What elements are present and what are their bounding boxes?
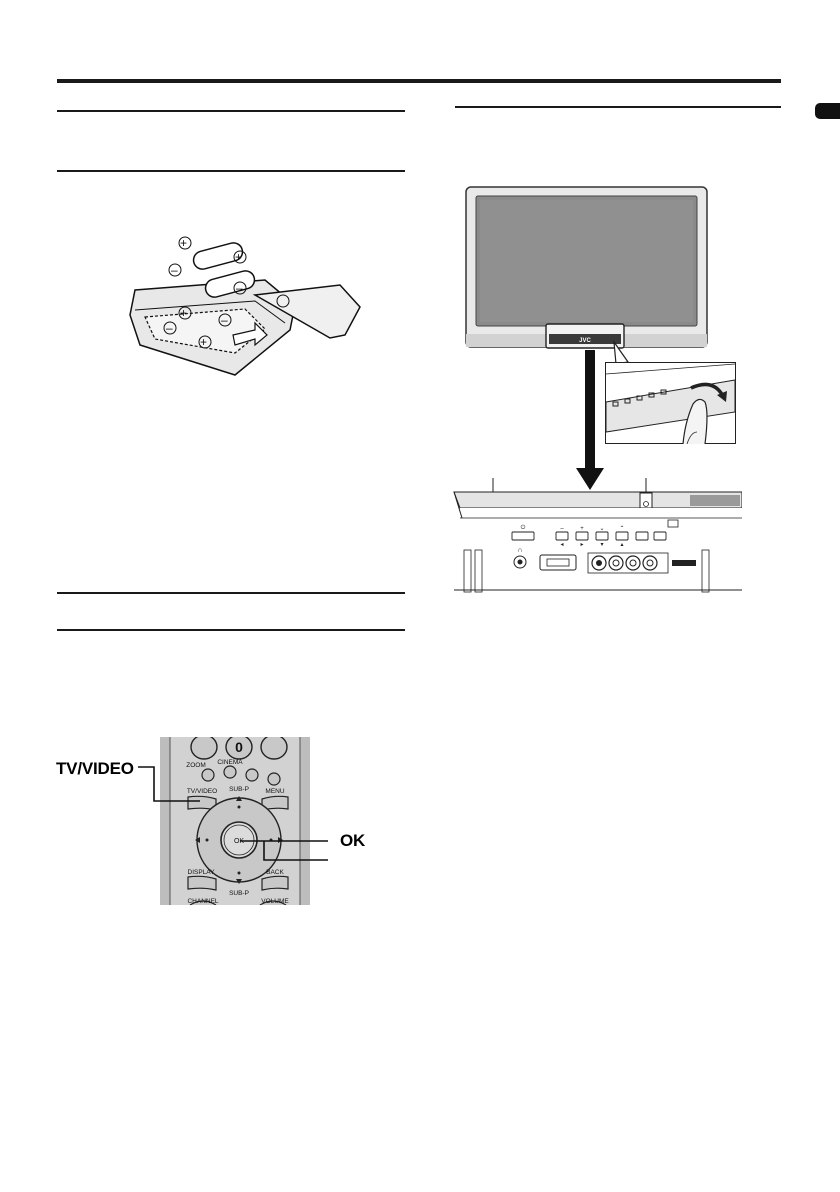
svg-text:–: – xyxy=(166,321,173,335)
svg-text:–: – xyxy=(236,281,243,295)
svg-text:+: + xyxy=(580,526,584,532)
svg-text:–: – xyxy=(221,313,228,327)
svg-text:▾: ▾ xyxy=(600,542,604,548)
remote-back-label: BACK xyxy=(266,869,284,876)
svg-text:–: – xyxy=(171,263,178,277)
svg-text:∩: ∩ xyxy=(517,547,523,554)
tv-video-callout: TV/VIDEO xyxy=(56,759,134,778)
svg-text:+: + xyxy=(200,335,208,349)
page-top-rule xyxy=(57,79,781,83)
remote-menu-label: MENU xyxy=(265,788,285,795)
section-rule-remote-bottom xyxy=(57,629,405,631)
remote-channel-label: CHANNEL xyxy=(187,898,219,905)
panel-open-detail xyxy=(605,362,736,444)
section-rule-remote-top xyxy=(57,592,405,594)
remote-sub-p-bottom-label: SUB-P xyxy=(229,890,249,897)
remote-display-label: DISPLAY xyxy=(187,869,215,876)
remote-callout-leaders xyxy=(130,760,335,880)
section-rule-battery-top xyxy=(57,110,405,112)
svg-text:⏻: ⏻ xyxy=(520,525,526,531)
section-rule-battery-bottom xyxy=(57,170,405,172)
remote-0-label: 0 xyxy=(235,739,243,755)
remote-volume-label: VOLUME xyxy=(261,898,289,905)
svg-text:▸: ▸ xyxy=(580,542,584,548)
down-arrow-icon xyxy=(576,350,604,490)
remote-cinema-label: CINEMA xyxy=(217,759,243,766)
svg-text:⌃: ⌃ xyxy=(619,526,625,532)
svg-text:+: + xyxy=(235,250,243,264)
svg-text:+: + xyxy=(180,236,188,250)
remote-sub-p-top-label: SUB-P xyxy=(229,786,249,793)
language-tab xyxy=(815,103,840,119)
tv-control-panel-illustration xyxy=(450,478,742,596)
remote-tv-video-label: TV/VIDEO xyxy=(186,788,218,795)
svg-text:+: + xyxy=(180,306,188,320)
svg-text:–: – xyxy=(560,526,564,532)
battery-insertion-illustration xyxy=(115,235,375,385)
ok-callout: OK xyxy=(340,831,366,850)
remote-ok-label: OK xyxy=(233,838,245,845)
svg-text:▴: ▴ xyxy=(620,542,624,548)
tv-front-illustration xyxy=(465,186,710,351)
remote-zoom-label: ZOOM xyxy=(186,762,206,769)
section-rule-tv xyxy=(455,106,781,108)
tv-brand-logo: JVC xyxy=(579,338,591,344)
svg-text:⌄: ⌄ xyxy=(599,526,605,532)
svg-text:◂: ◂ xyxy=(560,542,564,548)
